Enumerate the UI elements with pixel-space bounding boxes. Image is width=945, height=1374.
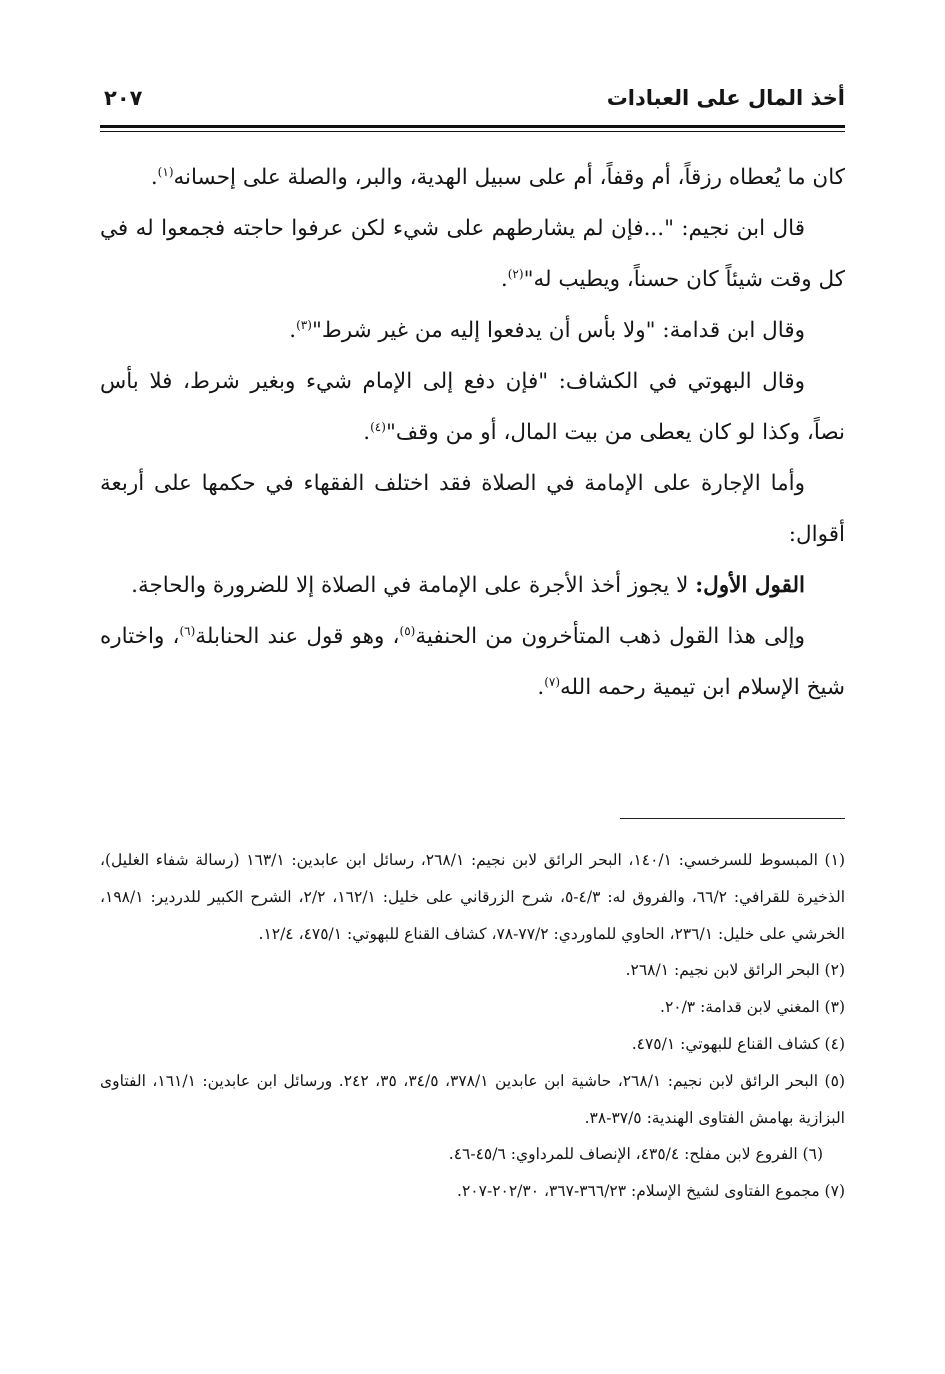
- header-rule-thick: [100, 125, 845, 128]
- footnote-1-line-2: (رسالة شفاء الغليل)، الذخيرة للقرافي: ٦٦/٢، والفروق له: ٤/٣-٥، شرح الزرقاني على خليل: ١٦٢/١، ٢/٢، الشرح الكبير للدردير: ١٩٨/١، الخرشي على خليل: ٢٣٦/١، الحاوي للماوردي: ٧٧/٢-٧٨، كشاف القناع للبهوتي: ٤٧٥/١، ١٢/٤.: [100, 851, 845, 943]
- paragraph-6: [100, 560, 845, 611]
- footnote-ref-4: (٤): [370, 419, 386, 434]
- opinion-heading: القول الأول:: [695, 573, 805, 598]
- paragraph-7-text-3: ، واختاره شيخ الإسلام ابن تيمية رحمه الله: [100, 624, 845, 700]
- footnote-5-line-1: (٥) البحر الرائق لابن نجيم: ٢٦٨/١، حاشية ابن عابدين ٣٧٨/١، ٣٤/٥، ٣٥، ٢٤٢. ورسائل ابن: [256, 1071, 845, 1090]
- footnotes: [100, 842, 845, 1210]
- paragraph-7-text-1: وإلى هذا القول ذهب المتأخرون من الحنفية: [415, 624, 806, 649]
- paragraph-6-text: لا يجوز أخذ الأجرة على الإمامة في الصلاة إلا للضرورة والحاجة.: [131, 573, 696, 598]
- paragraph-1: [100, 152, 845, 203]
- footnote-ref-3: (٣): [296, 317, 312, 332]
- footnote-3: (٣) المغني لابن قدامة: ٢٠/٣.: [660, 998, 845, 1017]
- paragraph-1-end: .: [150, 165, 158, 190]
- footnote-4: (٤) كشاف القناع للبهوتي: ٤٧٥/١.: [631, 1034, 845, 1053]
- paragraph-7-text-2: ، وهو قول عند الحنابلة: [195, 624, 400, 649]
- footnote-ref-7: (٧): [544, 674, 561, 689]
- footnote-5: [100, 1063, 845, 1137]
- paragraph-5: وأما الإجارة على الإمامة في الصلاة فقد اختلف الفقهاء في حكمها على أربعة أقوال:: [100, 471, 845, 547]
- page-number: ٢٠٧: [104, 86, 143, 110]
- footnote-ref-6: (٦): [179, 623, 196, 638]
- paragraph-1-text: كان ما يُعطاه رزقاً، أم وقفاً، أم على سبيل الهدية، والبر، والصلة على إحسانه: [173, 165, 845, 190]
- paragraph-7-end: .: [537, 675, 545, 700]
- footnote-7: (٧) مجموع الفتاوى لشيخ الإسلام: ٣٦٦/٢٣-٣٦٧، ٢٠٢/٣٠-٢٠٧.: [457, 1182, 845, 1201]
- footnote-ref-2: (٢): [507, 266, 524, 281]
- footnote-2: (٢) البحر الرائق لابن نجيم: ٢٦٨/١.: [625, 961, 845, 980]
- paragraph-2: [100, 203, 845, 305]
- footnote-1: [100, 842, 845, 952]
- footnote-6: (٦) الفروع لابن مفلح: ٤٣٥/٤، الإنصاف للمرداوي: ٤٥/٦-٤٦.: [448, 1145, 823, 1164]
- paragraph-4-end: .: [363, 420, 371, 445]
- paragraph-4-text: وقال البهوتي في الكشاف: "فإن دفع إلى الإمام شيء وبغير شرط، فلا بأس نصاً، وكذا لو كان يعطى من بيت المال، أو من وقف": [100, 369, 845, 445]
- footnote-separator: [620, 818, 845, 819]
- footnote-5-line-2: عابدين: ١٦١/١، الفتاوى البزازية بهامش الفتاوى الهندية: ٣٧/٥-٣٨.: [100, 1071, 845, 1127]
- paragraph-2-end: .: [500, 267, 508, 292]
- footnote-ref-1: (١): [157, 164, 174, 179]
- header-rule-thin: [100, 131, 845, 132]
- main-text: [100, 152, 845, 713]
- paragraph-7: [100, 611, 845, 713]
- paragraph-3: [100, 305, 845, 356]
- running-title: أخذ المال على العبادات: [606, 86, 845, 110]
- paragraph-2-text: قال ابن نجيم: "...فإن لم يشارطهم على شيء لكن عرفوا حاجته فجمعوا له في كل وقت شيئاً كان حسناً، ويطيب له": [100, 216, 845, 292]
- paragraph-3-end: .: [289, 318, 297, 343]
- paragraph-3-text: وقال ابن قدامة: "ولا بأس أن يدفعوا إليه من غير شرط": [311, 318, 805, 343]
- page-header: [100, 84, 845, 124]
- footnote-1-line-1: (١) المبسوط للسرخسي: ١٤٠/١، البحر الرائق لابن نجيم: ٢٦٨/١، رسائل ابن عابدين: ١٦٣/١: [246, 851, 845, 869]
- footnote-ref-5: (٥): [399, 623, 416, 638]
- paragraph-4: [100, 356, 845, 458]
